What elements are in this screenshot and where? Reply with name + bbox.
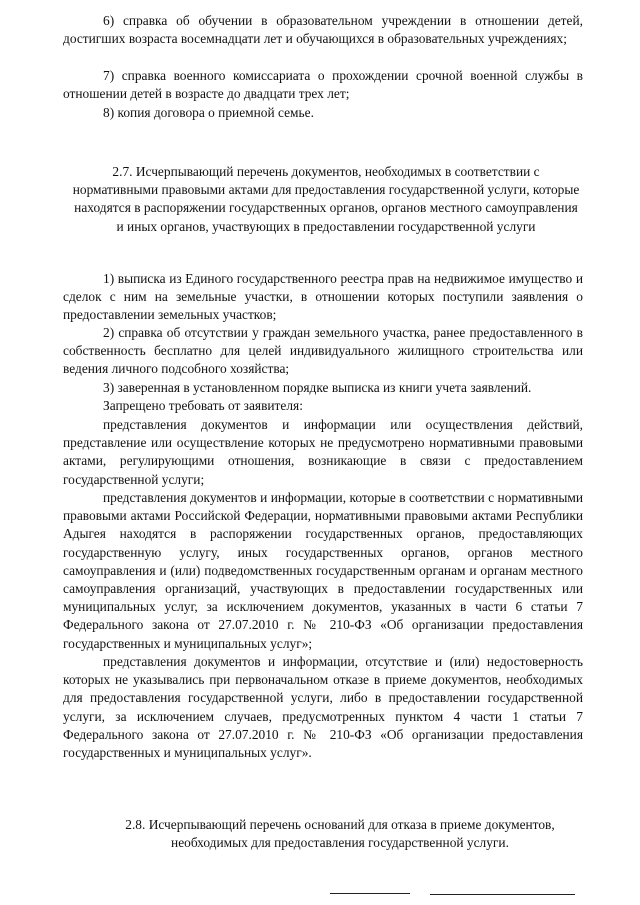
list-item-7: 7) справка военного комиссариата о прохождении срочной военной службы в отношении детей в возрасте до двадцати трех лет;: [63, 68, 583, 102]
forbidden-item-2: представления документов и информации, которые в соответствии с нормативными правовыми актами Российской Федерации, нормативными правовыми актами Республики Адыгея находятся в распоряжении государственных органов, предоставляющих государственную услугу, иных государственных органов, органов местного самоуправления и (или) подведомственных государственным органам и органам местного самоуправления организаций, участвующих в предоставлении государственных или муниципальных услуг, за исключением документов, указанных в части 6 статьи 7 Федерального закона от 27.07.2010 г. № 210-ФЗ «Об организации предоставления государственных и муниципальных услуг»;: [63, 490, 583, 651]
forbidden-item-1: представления документов и информации или осуществления действий, представление или осуществление которых не предусмотрено нормативными правовыми актами, регулирующими отношения, возникающие в связи с предоставлением государственной услуги;: [63, 417, 583, 487]
doc-item-3: 3) заверенная в установленном порядке выписка из книги учета заявлений.: [103, 380, 532, 395]
list-item-6: 6) справка об обучении в образовательном учреждении в отношении детей, достигших возраста восемнадцати лет и обучающихся в образовательных учреждениях;: [63, 13, 583, 47]
forbidden-item-3: представления документов и информации, отсутствие и (или) недостоверность которых не указывались при первоначальном отказе в приеме документов, необходимых для предоставления государственной услуги, либо в предоставлении государственной услуги, за исключением случаев, предусмотренных пунктом 4 части 1 статьи 7 Федерального закона от 27.07.2010 г. № 210-ФЗ «Об организации предоставления государственных и муниципальных услуг».: [63, 654, 583, 761]
list-item-8: 8) копия договора о приемной семье.: [103, 105, 314, 120]
forbidden-intro: Запрещено требовать от заявителя:: [103, 398, 303, 413]
scan-artifact-line: [330, 893, 410, 894]
section-heading-2-8: 2.8. Исчерпывающий перечень оснований для отказа в приеме документов, необходимых для предоставления государственной услуги.: [125, 817, 555, 851]
scan-artifact-line: [430, 894, 575, 895]
section-heading-2-7: 2.7. Исчерпывающий перечень документов, необходимых в соответствии с нормативными правовыми актами для предоставления государственной услуги, которые находятся в распоряжении государственных органов, органов местного самоуправления и иных органов, участвующих в предоставлении государственной услуги: [72, 164, 580, 234]
doc-item-2: 2) справка об отсутствии у граждан земельного участка, ранее предоставленного в собственность бесплатно для целей индивидуального жилищного строительства или ведения личного подсобного хозяйства;: [63, 325, 583, 377]
doc-item-1: 1) выписка из Единого государственного реестра прав на недвижимое имущество и сделок с ним на земельные участки, в отношении которых поступили заявления о предоставлении земельных участков;: [63, 271, 583, 323]
